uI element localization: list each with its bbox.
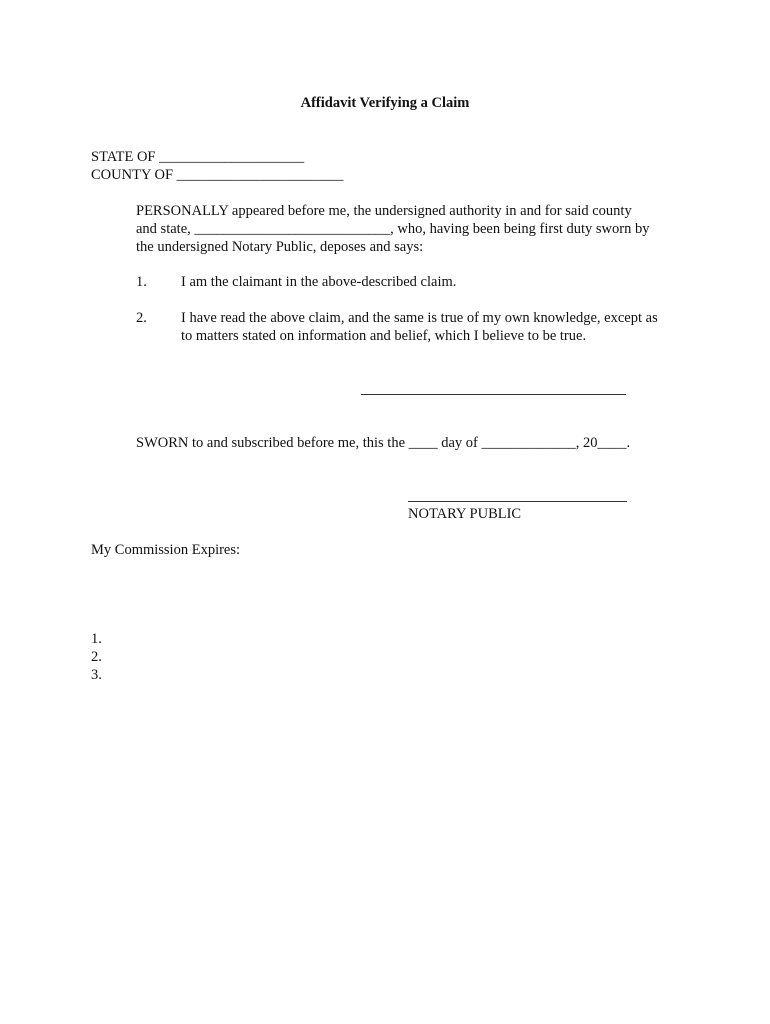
footer-number-list — [91, 630, 102, 684]
item-number: 1. — [136, 274, 147, 290]
intro-line-1: PERSONALLY appeared before me, the undersigned authority in and for said county — [136, 203, 632, 219]
commission-expires-label: My Commission Expires: — [91, 542, 241, 558]
notary-public-label: NOTARY PUBLIC — [408, 506, 522, 522]
document-title: Affidavit Verifying a Claim — [300, 95, 470, 111]
item-number: 2. — [136, 310, 147, 326]
intro-line-3: the undersigned Notary Public, deposes and says: — [136, 239, 424, 255]
item-text: I have read the above claim, and the same is true of my own knowledge, except as — [181, 310, 658, 326]
county-field: COUNTY OF _______________________ — [91, 167, 344, 183]
footer-number: 3. — [91, 667, 102, 683]
item-text: I am the claimant in the above-described claim. — [181, 274, 457, 290]
footer-number: 1. — [91, 631, 102, 647]
state-field: STATE OF ____________________ — [91, 149, 305, 165]
intro-line-2: and state, ___________________________, who, having been being first duty sworn by — [136, 221, 650, 237]
footer-number: 2. — [91, 649, 102, 665]
sworn-statement: SWORN to and subscribed before me, this the ____ day of _____________, 20____. — [136, 435, 631, 451]
affiant-signature-line — [361, 394, 626, 395]
item-text-continued: to matters stated on information and belief, which I believe to be true. — [181, 328, 587, 344]
notary-signature-line — [408, 501, 627, 502]
